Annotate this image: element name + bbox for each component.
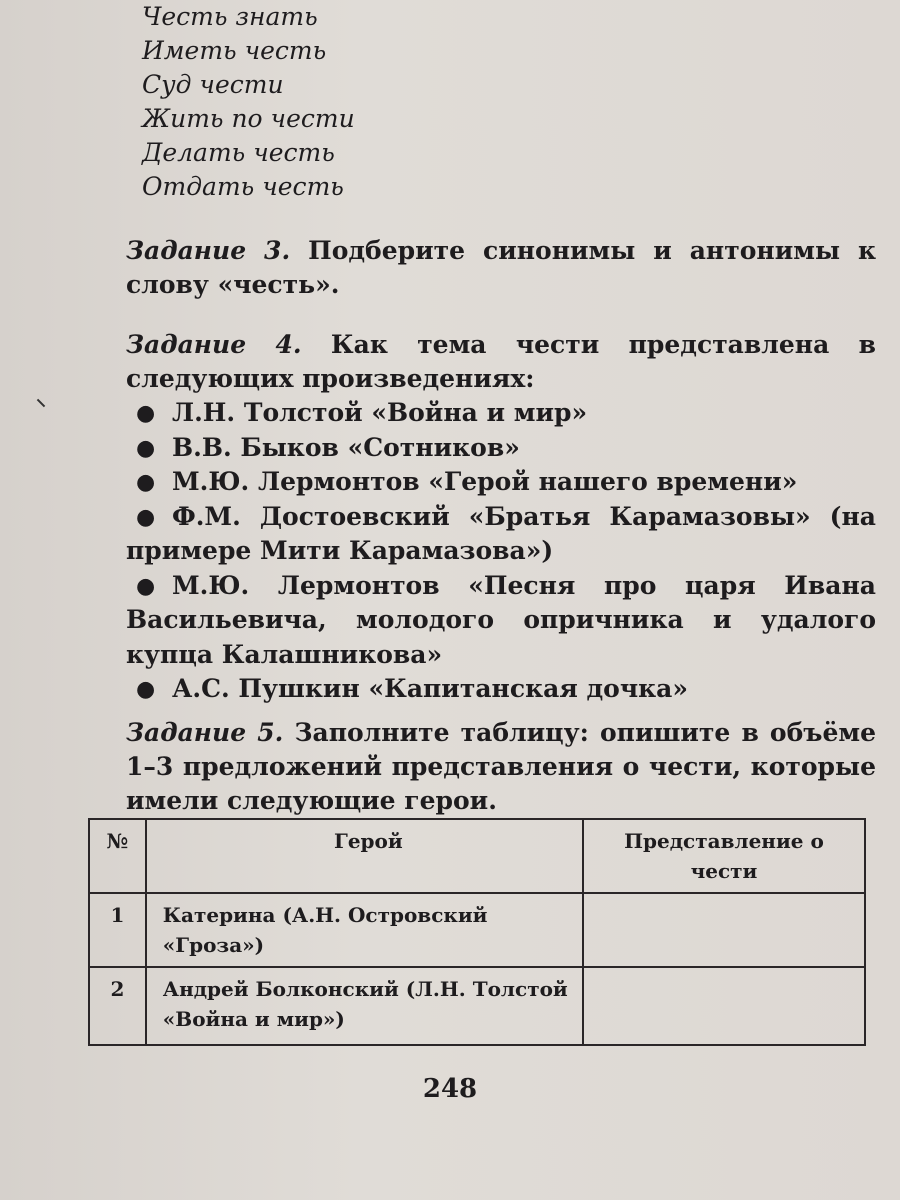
bullet-icon: ●: [136, 400, 156, 426]
phrase-item: Суд чести: [142, 70, 284, 99]
table-header-row: [89, 819, 865, 893]
page-number: 248: [422, 1074, 478, 1104]
task-4: [126, 328, 876, 396]
list-item: ● Ф.М. Достоевский «Братья Карамазовы» (на примере Мити Карамазова»): [126, 501, 876, 565]
works-list: [126, 396, 876, 707]
bullet-icon: ●: [136, 676, 156, 702]
bleed-through-decoration: [540, 20, 547, 56]
task-4-text: Как тема чести представлена в следующих произведениях:: [126, 330, 876, 393]
row-representation-cell[interactable]: [583, 893, 865, 967]
row-number: 2: [89, 967, 146, 1045]
task-5-label: Задание 5.: [126, 718, 284, 747]
list-item: ● А.С. Пушкин «Капитанская дочка»: [126, 672, 876, 707]
header-hero: Герой: [146, 819, 583, 893]
margin-mark: [37, 399, 45, 407]
list-item: ● В.В. Быков «Сотников»: [126, 431, 876, 466]
bullet-icon: ●: [136, 469, 156, 495]
phrase-item: Жить по чести: [142, 104, 355, 133]
phrase-item: Отдать честь: [142, 172, 344, 201]
phrase-item: Честь знать: [142, 2, 318, 31]
row-hero: Андрей Болконский (Л.Н. Толстой «Война и мир»): [146, 967, 583, 1045]
task-5: [126, 716, 876, 818]
phrase-item: Делать честь: [142, 138, 335, 167]
header-representation: Представление о чести: [583, 819, 865, 893]
heroes-table: [88, 818, 866, 1046]
bullet-icon: ●: [136, 572, 156, 599]
row-hero: Катерина (А.Н. Островский «Гроза»): [146, 893, 583, 967]
list-item: ● Л.Н. Толстой «Война и мир»: [126, 396, 876, 431]
row-number: 1: [89, 893, 146, 967]
task-3-label: Задание 3.: [126, 236, 291, 265]
phrase-item: Иметь честь: [142, 36, 327, 65]
bullet-icon: ●: [136, 503, 156, 530]
task-5-text: Заполните таблицу: опишите в объёме 1–3 предложений представления о чести, которые имели следующие герои.: [126, 718, 876, 815]
table-row: [89, 893, 865, 967]
list-item: ● М.Ю. Лермонтов «Герой нашего времени»: [126, 465, 876, 500]
phrase-list: [142, 0, 355, 204]
task-3-text: Подберите синонимы и антонимы к слову «честь».: [126, 236, 876, 299]
list-item: ● М.Ю. Лермонтов «Песня про царя Ивана Васильевича, молодого опричника и удалого купца Калашникова»: [126, 570, 876, 669]
task-3: [126, 234, 876, 302]
task-4-label: Задание 4.: [126, 330, 302, 359]
row-representation-cell[interactable]: [583, 967, 865, 1045]
header-number: №: [89, 819, 146, 893]
table-row: [89, 967, 865, 1045]
bullet-icon: ●: [136, 434, 156, 461]
